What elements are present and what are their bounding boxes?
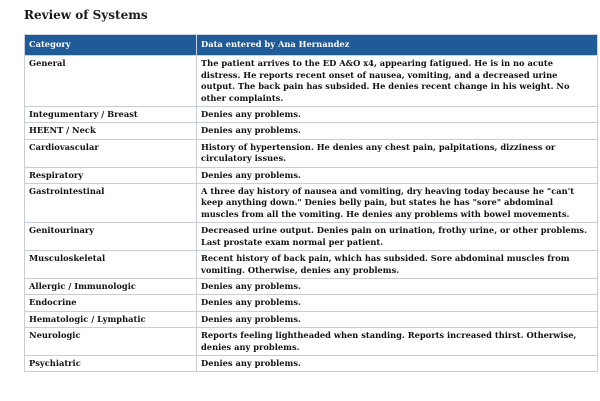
- table-row: [25, 107, 598, 123]
- row-category: Integumentary / Breast: [25, 107, 197, 123]
- row-category: Psychiatric: [25, 355, 197, 371]
- table-row: [25, 56, 598, 107]
- table-row: [25, 223, 598, 251]
- table-row: [25, 311, 598, 327]
- row-data: Denies any problems.: [197, 167, 598, 183]
- row-data: Denies any problems.: [197, 355, 598, 371]
- row-data: Denies any problems.: [197, 295, 598, 311]
- review-of-systems-table: [24, 34, 598, 372]
- row-category: Cardiovascular: [25, 139, 197, 167]
- table-row: [25, 167, 598, 183]
- row-data: A three day history of nausea and vomiting, dry heaving today because he "can't keep anything down." Denies belly pain, but states he has "sore" abdominal muscles from all the vomiting. He denies any problems with bowel movements.: [197, 184, 598, 223]
- row-category: General: [25, 56, 197, 107]
- row-data: Denies any problems.: [197, 311, 598, 327]
- table-row: [25, 295, 598, 311]
- table-row: [25, 123, 598, 139]
- row-category: Endocrine: [25, 295, 197, 311]
- row-data: The patient arrives to the ED A&O x4, appearing fatigued. He is in no acute distress. He reports recent onset of nausea, vomiting, and a decreased urine output. The back pain has subsided. He denies recent change in his weight. No other complaints.: [197, 56, 598, 107]
- row-category: Hematologic / Lymphatic: [25, 311, 197, 327]
- row-category: Genitourinary: [25, 223, 197, 251]
- row-data: Decreased urine output. Denies pain on urination, frothy urine, or other problems. Last prostate exam normal per patient.: [197, 223, 598, 251]
- row-data: Reports feeling lightheaded when standing. Reports increased thirst. Otherwise, denies any problems.: [197, 328, 598, 356]
- row-data: Denies any problems.: [197, 278, 598, 294]
- table-row: [25, 355, 598, 371]
- row-data: Denies any problems.: [197, 107, 598, 123]
- row-category: Musculoskeletal: [25, 251, 197, 279]
- table-row: [25, 251, 598, 279]
- row-category: Gastrointestinal: [25, 184, 197, 223]
- table-row: [25, 278, 598, 294]
- row-category: Allergic / Immunologic: [25, 278, 197, 294]
- row-data: History of hypertension. He denies any chest pain, palpitations, dizziness or circulatory issues.: [197, 139, 598, 167]
- table-row: [25, 184, 598, 223]
- table-header-row: [25, 35, 598, 56]
- row-data: Denies any problems.: [197, 123, 598, 139]
- row-category: Neurologic: [25, 328, 197, 356]
- table-row: [25, 328, 598, 356]
- category-column-header: Category: [25, 35, 197, 56]
- row-data: Recent history of back pain, which has subsided. Sore abdominal muscles from vomiting. Otherwise, denies any problems.: [197, 251, 598, 279]
- table-row: [25, 139, 598, 167]
- page-title: Review of Systems: [24, 8, 148, 22]
- row-category: HEENT / Neck: [25, 123, 197, 139]
- row-category: Respiratory: [25, 167, 197, 183]
- data-entered-column-header: Data entered by Ana Hernandez: [197, 35, 598, 56]
